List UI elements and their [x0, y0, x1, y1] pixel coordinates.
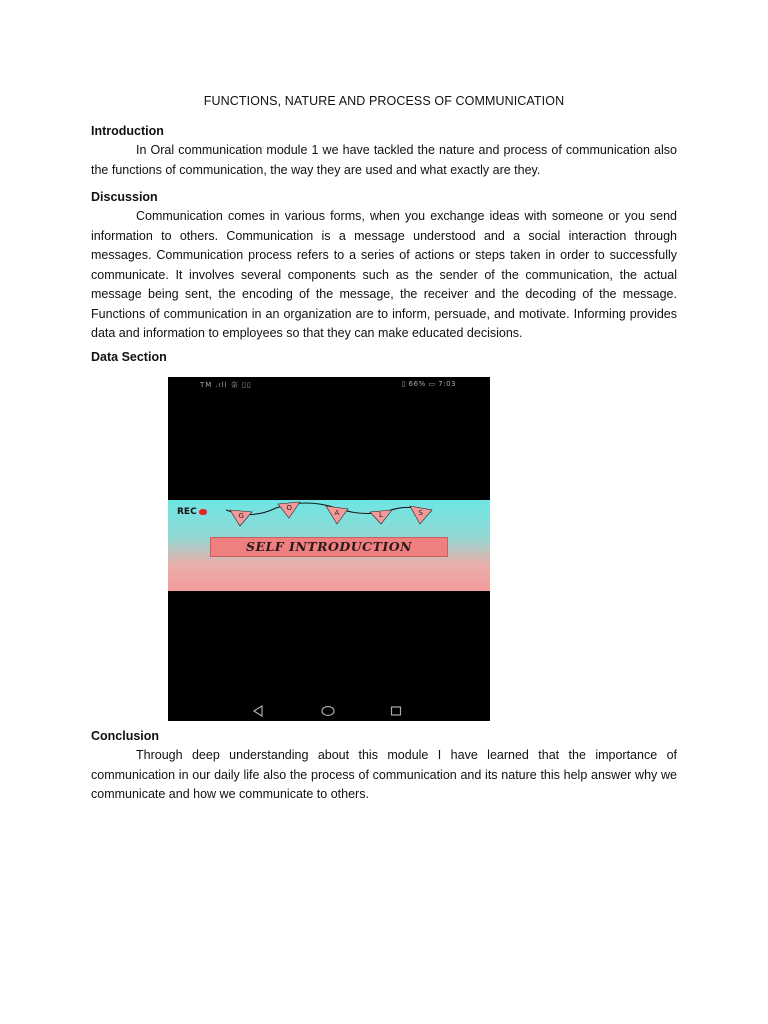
phone-screenshot: [168, 377, 490, 721]
bunting-letter: S: [418, 509, 423, 517]
document-title: FUNCTIONS, NATURE AND PROCESS OF COMMUNICATION: [203, 94, 565, 108]
bunting-letter: O: [286, 504, 293, 512]
bunting-letter: A: [334, 509, 340, 517]
conclusion-text: Through deep understanding about this module I have learned that the importance of communication in our daily life also the process of communication and its nature this help answer why we communicate and how we communicate to others.: [91, 748, 677, 801]
introduction-text: In Oral communication module 1 we have tackled the nature and process of communication also the functions of communication, the way they are used and what exactly are they.: [91, 143, 677, 177]
status-bar-left: TM .ıll 奈 ▯▯: [200, 381, 252, 389]
video-banner: [168, 500, 490, 591]
discussion-heading: Discussion: [91, 190, 158, 204]
conclusion-heading: Conclusion: [91, 729, 160, 743]
bunting-letter: L: [379, 511, 383, 519]
bunting-flag: [230, 510, 252, 526]
self-introduction-title: SELF INTRODUCTION: [245, 539, 413, 554]
data-section-heading: Data Section: [91, 350, 167, 364]
bunting-flag: [278, 502, 300, 518]
bunting-flag: [410, 506, 432, 524]
status-bar: [168, 379, 490, 391]
rec-indicator: [177, 507, 207, 517]
introduction-heading: Introduction: [91, 124, 164, 138]
status-bar-right: ▯ 66% ▭ 7:03: [401, 380, 456, 388]
goals-bunting: [226, 500, 446, 528]
discussion-text: Communication comes in various forms, when you exchange ideas with someone or you send information to others. Communication is a message understood and a social interaction through messages. Communication process refers to a series of actions or steps taken in order to successfully communicate. It involves several components such as the sender of the communication, the actual message being sent, the encoding of the message, the receiver and the decoding of the message. Functions of communication in an organization are to inform, persuade, and motivate. Informing provides data and information to employees so that they can make educated decisions.: [91, 209, 677, 340]
navigation-bar: [168, 699, 490, 721]
bunting-flag: [326, 506, 348, 524]
rec-dot-icon: [199, 509, 207, 515]
rec-label: REC: [177, 507, 197, 517]
recents-icon[interactable]: [390, 705, 402, 717]
bunting-flag: [370, 510, 392, 524]
self-introduction-title-box: [210, 537, 448, 557]
back-icon[interactable]: [252, 705, 264, 717]
home-icon[interactable]: [320, 705, 336, 717]
bunting-letter: G: [238, 512, 244, 520]
